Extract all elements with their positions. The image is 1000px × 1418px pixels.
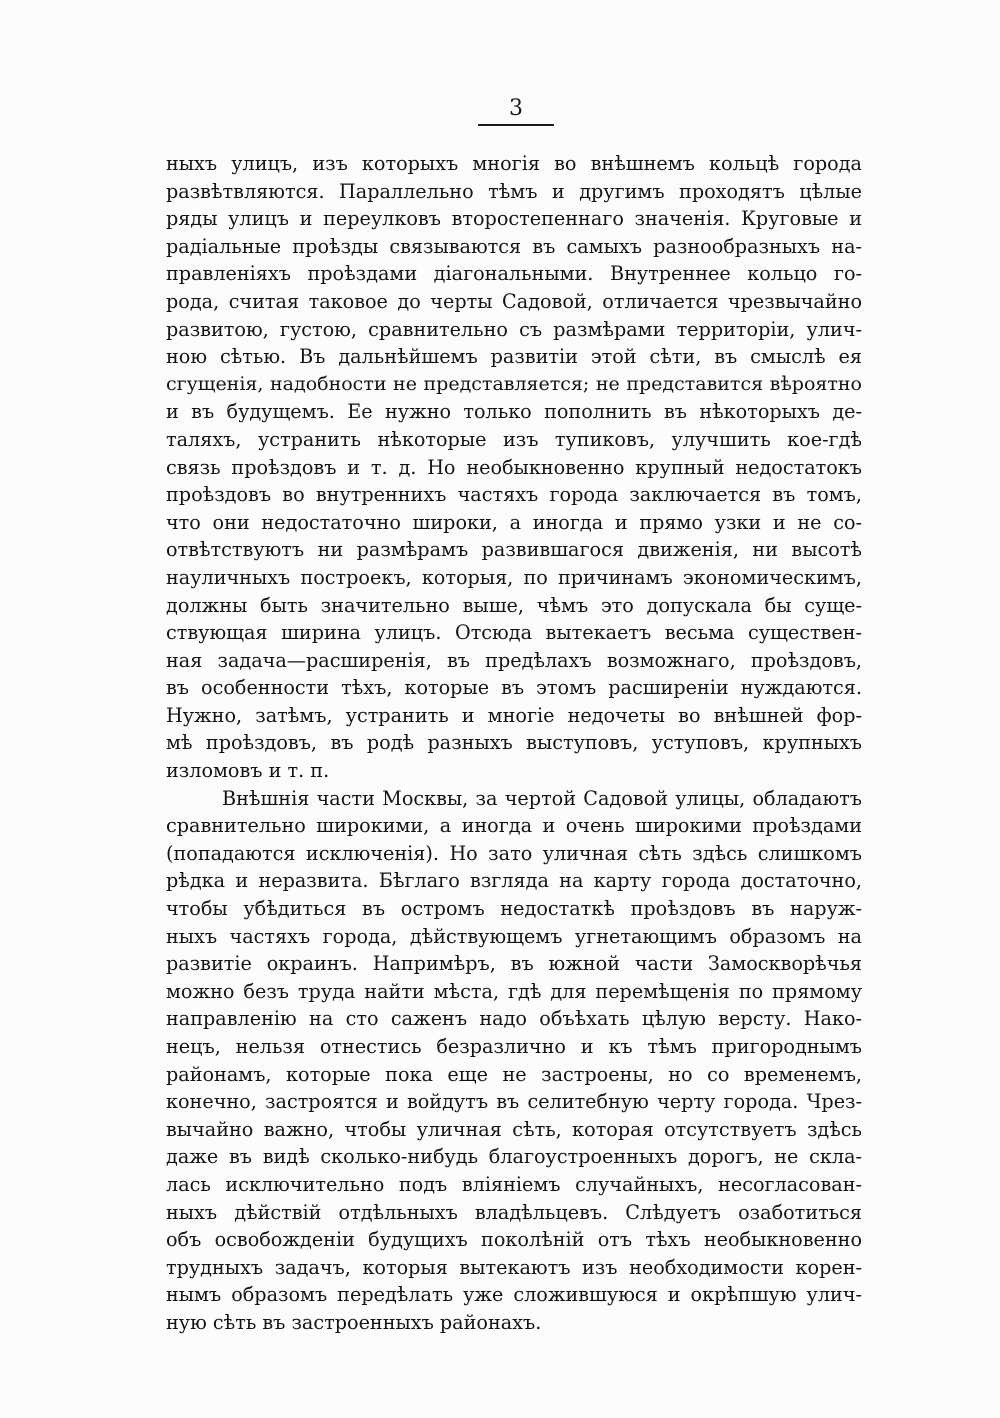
text-line: трудныхъ задачъ, которыя вытекаютъ изъ необходимости корен- bbox=[166, 1255, 862, 1279]
text-line: ныхъ дѣйствій отдѣльныхъ владѣльцевъ. Слѣдуетъ озаботиться bbox=[166, 1200, 862, 1224]
text-line: правленіяхъ проѣздами діагональными. Внутреннее кольцо го- bbox=[166, 262, 862, 286]
text-line: науличныхъ построекъ, которыя, по причинамъ экономическимъ, bbox=[166, 565, 862, 589]
text-line: мѣ проѣздовъ, въ родѣ разныхъ выступовъ, уступовъ, крупныхъ bbox=[166, 731, 862, 755]
text-line: Внѣшнія части Москвы, за чертой Садовой улицы, обладаютъ bbox=[222, 786, 862, 810]
text-line: чтобы убѣдиться въ остромъ недостаткѣ проѣздовъ въ наруж- bbox=[166, 897, 862, 921]
text-line: развитою, густою, сравнительно съ размѣрами территоріи, улич- bbox=[166, 317, 862, 341]
text-line: должны быть значительно выше, чѣмъ это допускала бы суще- bbox=[166, 593, 862, 617]
text-line: нецъ, нельзя отнестись безразлично и къ тѣмъ пригороднымъ bbox=[166, 1035, 862, 1058]
text-line: объ освобожденіи будущихъ поколѣній отъ тѣхъ необыкновенно bbox=[166, 1228, 862, 1252]
text-line: радіальные проѣзды связываются въ самыхъ разнообразныхъ на- bbox=[166, 234, 862, 258]
paragraph-1 bbox=[166, 150, 862, 785]
text-line: ная задача—расширенія, въ предѣлахъ возможнаго, проѣздовъ, bbox=[166, 648, 862, 672]
paragraph-2 bbox=[166, 785, 862, 1337]
text-line: отвѣтствуютъ ни размѣрамъ развившагося движенія, ни высотѣ bbox=[166, 538, 862, 562]
text-line: даже въ видѣ сколько-нибудь благоустроенныхъ дорогъ, не скла- bbox=[166, 1145, 862, 1169]
text-line: въ особенности тѣхъ, которые въ этомъ расширеніи нуждаются. bbox=[166, 676, 862, 700]
text-line: лась исключительно подъ вліяніемъ случайныхъ, несогласован- bbox=[166, 1172, 862, 1196]
page-number-rule bbox=[478, 124, 554, 126]
text-line: сравнительно широкими, а иногда и очень широкими проѣздами bbox=[166, 814, 862, 838]
text-line: что они недостаточно широки, а иногда и прямо узки и не со- bbox=[166, 510, 862, 534]
text-line: таляхъ, устранить нѣкоторые изъ тупиковъ, улучшить кое-гдѣ bbox=[166, 427, 862, 451]
text-line: можно безъ труда найти мѣста, гдѣ для перемѣщенія по прямому bbox=[166, 979, 862, 1003]
text-line: развитіе окраинъ. Напримѣръ, въ южной части Замоскворѣчья bbox=[166, 952, 862, 976]
text-line: ряды улицъ и переулковъ второстепеннаго значенія. Круговые и bbox=[166, 207, 862, 231]
text-line: ныхъ частяхъ города, дѣйствующемъ угнетающимъ образомъ на bbox=[166, 924, 862, 948]
text-line: нымъ образомъ передѣлать уже сложившуюся и окрѣпшую улич- bbox=[166, 1283, 862, 1307]
text-line: конечно, застроятся и войдутъ въ селитебную черту города. Чрез- bbox=[166, 1090, 862, 1114]
text-line: районамъ, которые пока еще не застроены, но со временемъ, bbox=[166, 1062, 862, 1086]
text-line: изломовъ и т. п. bbox=[166, 759, 330, 783]
text-line: рода, считая таковое до черты Садовой, отличается чрезвычайно bbox=[166, 289, 862, 313]
text-line: проѣздовъ во внутреннихъ частяхъ города заключается въ томъ, bbox=[166, 483, 862, 507]
text-line: направленію на сто саженъ надо объѣхать цѣлую версту. Нако- bbox=[166, 1007, 862, 1031]
text-line: ною сѣтью. Въ дальнѣйшемъ развитіи этой сѣти, въ смыслѣ ея bbox=[166, 345, 862, 369]
text-line: ную сѣть въ застроенныхъ районахъ. bbox=[166, 1310, 542, 1334]
text-line: развѣтвляются. Параллельно тѣмъ и другимъ проходятъ цѣлые bbox=[166, 179, 862, 203]
text-line: (попадаются исключенія). Но зато уличная сѣть здѣсь слишкомъ bbox=[166, 841, 862, 865]
text-line: ствующая ширина улицъ. Отсюда вытекаетъ весьма существен- bbox=[166, 621, 862, 645]
text-line: сгущенія, надобности не представляется; не представится вѣроятно bbox=[166, 372, 862, 395]
text-line: вычайно важно, чтобы уличная сѣть, которая отсутствуетъ здѣсь bbox=[166, 1117, 862, 1141]
text-line: ныхъ улицъ, изъ которыхъ многія во внѣшнемъ кольцѣ города bbox=[166, 152, 862, 175]
text-line: и въ будущемъ. Ее нужно только пополнить въ нѣкоторыхъ де- bbox=[166, 400, 862, 424]
text-line: Нужно, затѣмъ, устранить и многіе недочеты во внѣшней фор- bbox=[166, 703, 862, 727]
body-text bbox=[166, 150, 862, 1337]
text-line: рѣдка и неразвита. Бѣглаго взгляда на карту города достаточно, bbox=[166, 869, 862, 893]
text-line: связь проѣздовъ и т. д. Но необыкновенно крупный недостатокъ bbox=[166, 455, 862, 479]
page-number: 3 bbox=[509, 96, 523, 121]
